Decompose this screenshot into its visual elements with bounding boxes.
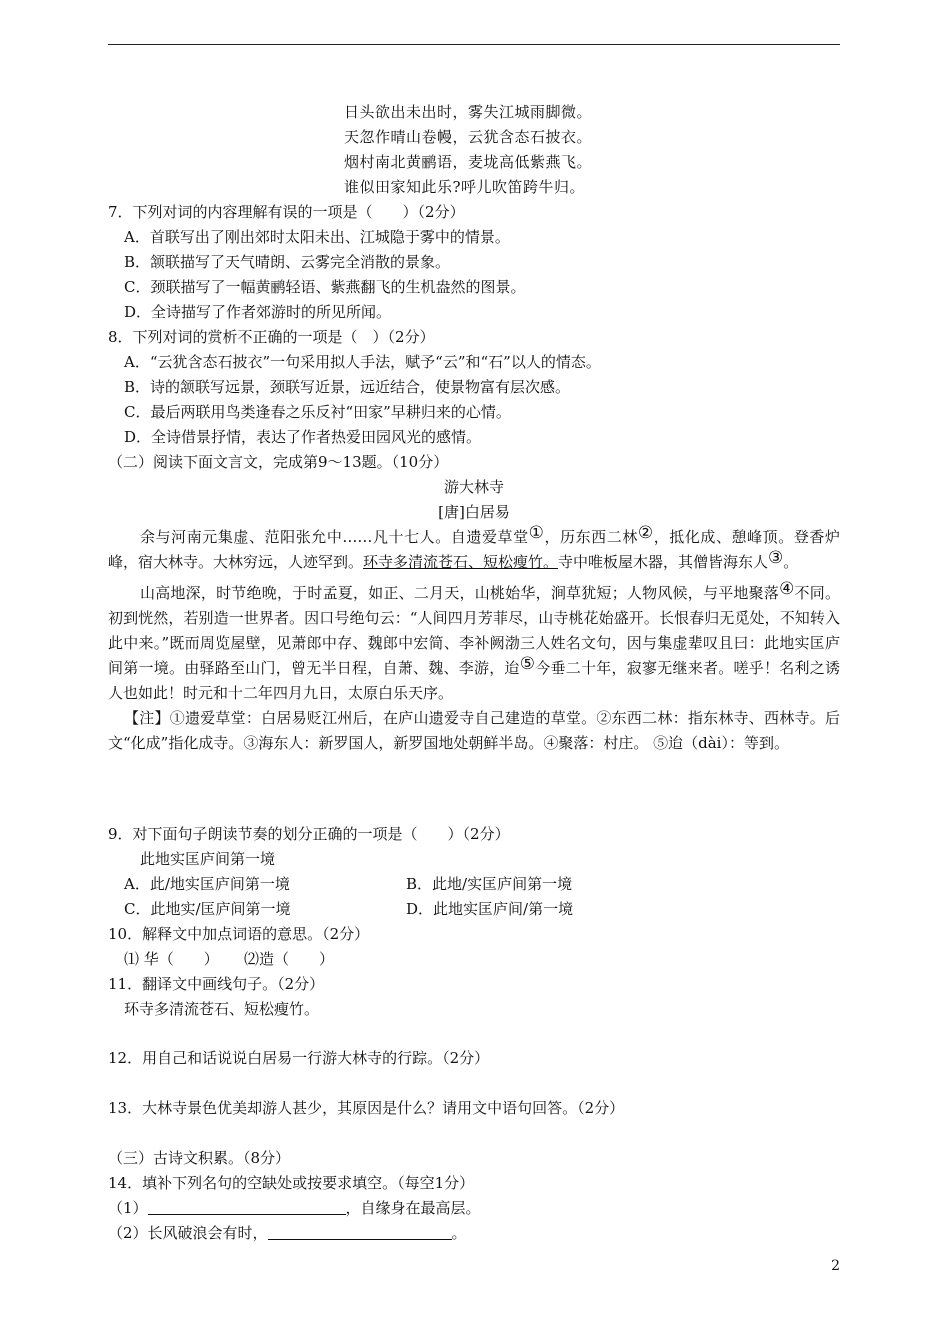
question-stem: 10．解释文中加点词语的意思。（2分） (108, 925, 370, 943)
option: A．此/地实匡庐间第一境 (124, 875, 290, 893)
option: C．此地实/匡庐间第一境 (124, 900, 291, 918)
question-stem: 9．对下面句子朗读节奏的划分正确的一项是（ ）（2分） (108, 825, 510, 843)
option: C．最后两联用鸟类逢春之乐反衬“田家”早耕归来的心情。 (124, 403, 511, 421)
header-rule (108, 44, 840, 45)
answer-blank[interactable] (268, 1223, 452, 1240)
footnote-marker: ⑤ (519, 654, 536, 674)
poem-line: 烟村南北黄鹂语，麦垅高低紫燕飞。 (344, 153, 593, 171)
question-7 (108, 200, 840, 325)
section-2 (108, 450, 840, 756)
option: B．诗的颔联写远景，颈联写近景，远近结合，使景物富有层次感。 (124, 378, 571, 396)
footnote-marker: ③ (768, 548, 784, 568)
footnote-marker: ① (528, 523, 545, 543)
footnote-marker: ④ (779, 579, 795, 599)
question-12 (108, 1046, 840, 1071)
option: C．颈联描写了一幅黄鹂轻语、紫燕翻飞的生机盎然的图景。 (124, 278, 526, 296)
question-sentence: 环寺多清流苍石、短松瘦竹。 (124, 1000, 320, 1018)
question-11 (108, 972, 840, 1022)
question-stem: 8．下列对词的赏析不正确的一项是（ ）（2分） (108, 328, 435, 346)
option: B．此地/实匡庐间第一境 (406, 875, 573, 893)
fill-line-1: （1） ，自缘身在最高层。 (108, 1199, 481, 1217)
question-stem: 11．翻译文中画线句子。（2分） (108, 975, 325, 993)
question-stem: 12．用自己和话说说白居易一行游大林寺的行踪。（2分） (108, 1049, 490, 1067)
question-13 (108, 1096, 840, 1121)
section-heading: （三）古诗文积累。（8分） (108, 1149, 291, 1167)
footnote-marker: ② (637, 523, 654, 543)
poem-line: 谁似田家知此乐?呼儿吹笛跨牛归。 (344, 178, 586, 196)
option: D．全诗描写了作者郊游时的所见所闻。 (124, 303, 392, 321)
section-heading: （二）阅读下面文言文，完成第9～13题。（10分） (108, 453, 449, 471)
option: B．颔联描写了天气晴朗、云雾完全消散的景象。 (124, 253, 451, 271)
question-stem: 13．大林寺景色优美却游人甚少，其原因是什么？请用文中语句回答。（2分） (108, 1099, 625, 1117)
page-number: 2 (831, 1258, 840, 1274)
question-stem: 14．填补下列名句的空缺处或按要求填空。（每空1分） (108, 1174, 475, 1192)
question-stem: 7．下列对词的内容理解有误的一项是（ ）（2分） (108, 203, 465, 221)
option: A．首联写出了刚出郊时太阳未出、江城隐于雾中的情景。 (124, 228, 510, 246)
fill-item: ⑵造（ ） (244, 950, 335, 968)
question-9 (108, 822, 840, 922)
poem-line: 天忽作晴山卷幔，云犹含态石披衣。 (344, 128, 593, 146)
fill-line-2: （2）长风破浪会有时， 。 (108, 1224, 467, 1242)
option: D．全诗借景抒情，表达了作者热爱田园风光的感情。 (124, 428, 482, 446)
underlined-sentence: 环寺多清流苍石、短松瘦竹。 (363, 553, 559, 571)
option: D．此地实匡庐间/第一境 (406, 900, 574, 918)
fill-item: ⑴ 华（ ） (124, 950, 219, 968)
section-3 (108, 1146, 840, 1246)
essay-author: [唐]白居易 (438, 503, 510, 521)
option: A．“云犹含态石披衣”一句采用拟人手法，赋予“云”和“石”以人的情态。 (124, 353, 601, 371)
annotation: 【注】①遗爱草堂：白居易贬江州后，在庐山遗爱寺自己建造的草堂。②东西二林：指东林寺、西林寺。后文“化成”指化成寺。③海东人：新罗国人，新罗国地处朝鲜半岛。④聚落：村庄。 ⑤迨（dài）：等到。 (108, 709, 840, 752)
essay-paragraph-1: 余与河南元集虚、范阳张允中……凡十七人。自遗爱草堂①，历东西二林②，抵化成、憩峰顶。登香炉峰，宿大林寺。大林穷远，人迹罕到。环寺多清流苍石、短松瘦竹。寺中唯板屋木器，其僧皆海东人③。 (108, 523, 840, 571)
answer-blank[interactable] (148, 1198, 346, 1215)
question-sentence: 此地实匡庐间第一境 (140, 850, 276, 868)
question-8 (108, 325, 840, 450)
poem-line: 日头欲出未出时，雾失江城雨脚微。 (344, 103, 593, 121)
essay-paragraph-2: 山高地深，时节绝晚，于时孟夏，如正、二月天，山桃始华，涧草犹短；人物风候，与平地聚落④不同。初到恍然，若别造一世界者。因口号绝句云：“人间四月芳菲尽，山寺桃花始盛开。长恨春归无觅处，不知转入此中来。”既而周览屋壁，见萧郎中存、魏郎中宏简、李补阙渤三人姓名文句，因与集虚辈叹且曰：此地实匡庐间第一境。由驿路至山门，曾无半日程，自萧、魏、李游，迨⑤今垂二十年，寂寥无继来者。嗟乎！名利之诱人也如此！时元和十二年四月九日，太原白乐天序。 (108, 579, 840, 702)
essay-title: 游大林寺 (443, 478, 504, 496)
poem (344, 100, 592, 200)
question-10 (108, 922, 840, 972)
